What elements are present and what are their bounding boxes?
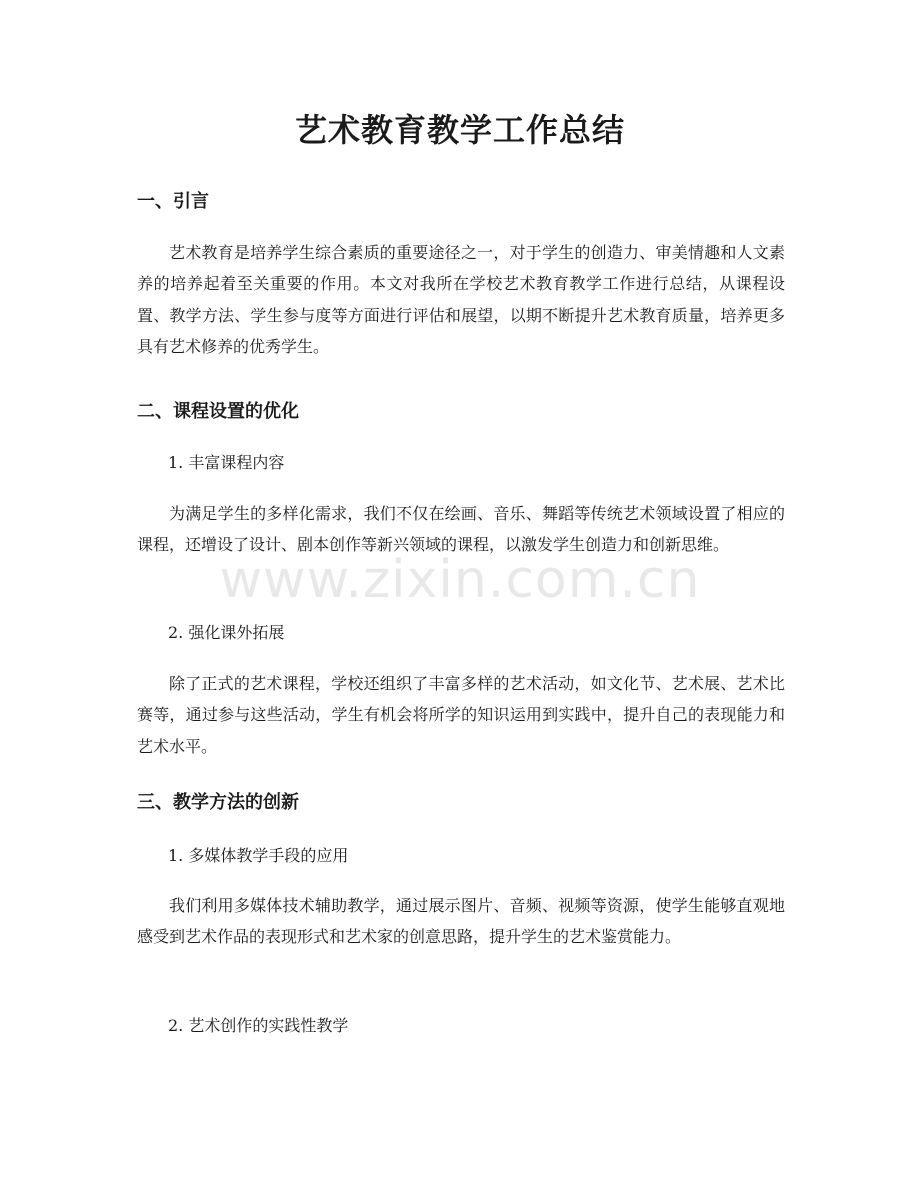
- document-title: 艺术教育教学工作总结: [294, 111, 625, 149]
- section-heading-curriculum: 二、课程设置的优化: [137, 401, 299, 422]
- subheading-practice-teaching: 2. 艺术创作的实践性教学: [168, 1016, 349, 1035]
- subheading-extracurricular: 2. 强化课外拓展: [168, 623, 285, 642]
- section-heading-teaching-methods: 三、教学方法的创新: [137, 792, 299, 813]
- paragraph-intro: 艺术教育是培养学生综合素质的重要途径之一，对于学生的创造力、审美情趣和人文素养的培养起着至关重要的作用。本文对我所在学校艺术教育教学工作进行总结，从课程设置、教学方法、学生参与度等方面进行评估和展望，以期不断提升艺术教育质量，培养更多具有艺术修养的优秀学生。: [137, 243, 785, 356]
- paragraph-multimedia: 我们利用多媒体技术辅助教学，通过展示图片、音频、视频等资源，使学生能够直观地感受到艺术作品的表现形式和艺术家的创意思路，提升学生的艺术鉴赏能力。: [137, 896, 785, 947]
- section-heading-intro: 一、引言: [137, 191, 209, 212]
- paragraph-rich-content: 为满足学生的多样化需求，我们不仅在绘画、音乐、舞蹈等传统艺术领域设置了相应的课程，还增设了设计、剧本创作等新兴领域的课程，以激发学生创造力和创新思维。: [137, 504, 785, 555]
- paragraph-extracurricular: 除了正式的艺术课程，学校还组织了丰富多样的艺术活动，如文化节、艺术展、艺术比赛等，通过参与这些活动，学生有机会将所学的知识运用到实践中，提升自己的表现能力和艺术水平。: [137, 674, 785, 756]
- subheading-rich-content: 1. 丰富课程内容: [168, 453, 285, 472]
- subheading-multimedia: 1. 多媒体教学手段的应用: [168, 846, 349, 865]
- watermark: www.zixin.com.cn: [219, 550, 701, 610]
